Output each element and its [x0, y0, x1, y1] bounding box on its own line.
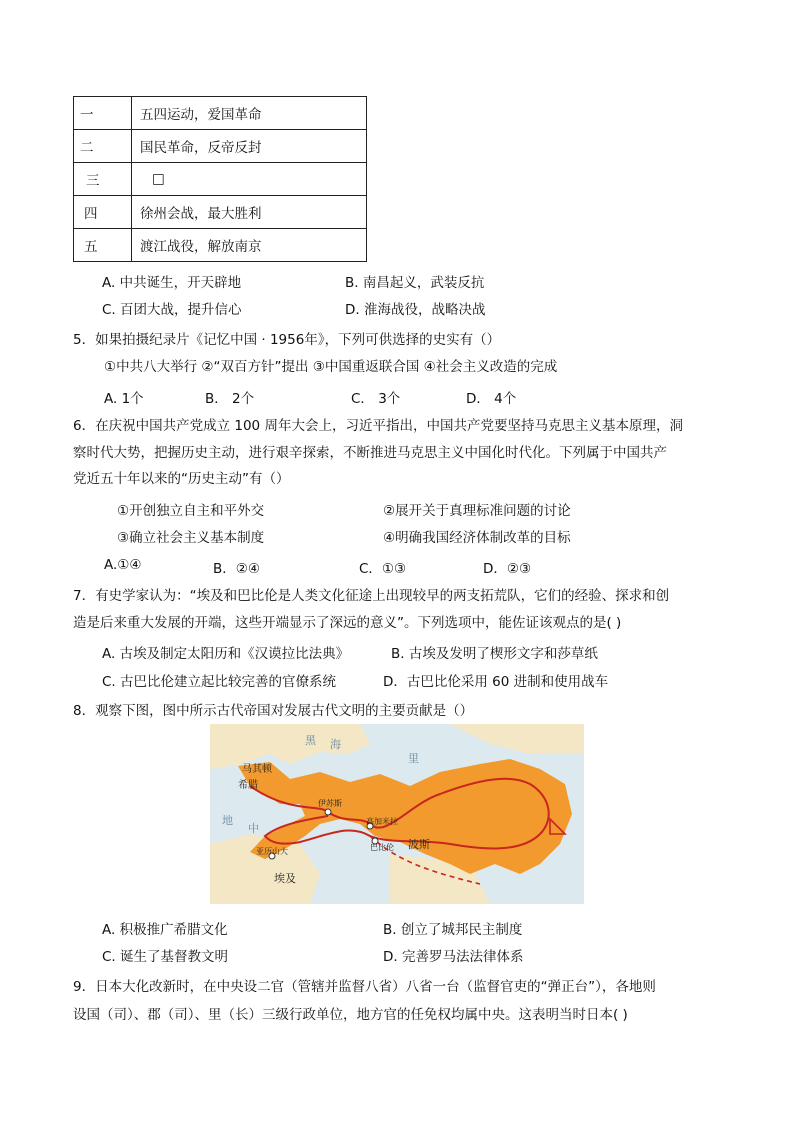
label-black-sea: 黑 — [305, 734, 316, 747]
q7-option-d[interactable]: D．古巴比伦采用 60 进制和使用战车 — [383, 674, 609, 690]
q9-stem-line2: 设国（司）、郡（司）、里（长）三级行政单位，地方官的任免权均属中央。这表明当时日本( ) — [73, 1007, 628, 1023]
q4-option-c[interactable]: C. 百团大战，提升信心 — [102, 302, 242, 318]
q5-items: ①中共八大举行 ②“双百方针”提出 ③中国重返联合国 ④社会主义改造的完成 — [104, 359, 558, 375]
q6-item-2: ②展开关于真理标准问题的讨论 — [383, 503, 571, 519]
q5-option-b[interactable]: B． 2个 — [205, 391, 255, 407]
q5-option-d[interactable]: D． 4个 — [466, 391, 517, 407]
table-row — [74, 196, 367, 229]
table-cell-blank: □ — [132, 163, 367, 196]
table-row — [74, 163, 367, 196]
table-row — [74, 97, 367, 130]
q4-option-a[interactable]: A. 中共诞生，开天辟地 — [102, 275, 242, 291]
q5-option-c[interactable]: C． 3个 — [351, 391, 401, 407]
q7-option-c[interactable]: C. 古巴比伦建立起比较完善的官僚系统 — [102, 674, 337, 690]
q6-option-a[interactable]: A.①④ — [104, 557, 142, 573]
q7-option-a[interactable]: A. 古埃及制定太阳历和《汉谟拉比法典》 — [102, 646, 350, 662]
table-cell-num: 三 — [74, 163, 132, 196]
label-egypt: 埃及 — [274, 872, 296, 885]
q7-option-b[interactable]: B. 古埃及发明了楔形文字和莎草纸 — [391, 646, 598, 662]
q4-option-d[interactable]: D. 淮海战役，战略决战 — [345, 302, 486, 318]
label-caspian: 里 — [408, 752, 419, 765]
q6-item-1: ①开创独立自主和平外交 — [117, 503, 265, 519]
q5-option-a[interactable]: A. 1个 — [104, 391, 144, 407]
label-mediterranean-1: 地 — [222, 814, 233, 827]
issus-marker-icon — [325, 809, 331, 815]
q6-stem-line1: 6．在庆祝中国共产党成立 100 周年大会上，习近平指出，中国共产党要坚持马克思主义基本原理，洞 — [73, 418, 683, 434]
label-babylon: 巴比伦 — [370, 843, 394, 852]
label-persia: 波斯 — [408, 838, 430, 851]
q5-stem: 5．如果拍摄纪录片《记忆中国 · 1956年》，下列可供选择的史实有（） — [73, 332, 501, 348]
table-cell-num: 五 — [74, 229, 132, 262]
q7-stem-line1: 7．有史学家认为：“埃及和巴比伦是人类文化征途上出现较早的两支拓荒队，它们的经验、探求和创 — [73, 588, 670, 604]
q6-stem-line3: 党近五十年以来的“历史主动”有（） — [73, 471, 290, 487]
label-greece: 希腊 — [238, 780, 258, 791]
empire-map — [210, 724, 584, 904]
q8-option-c[interactable]: C. 诞生了基督教文明 — [102, 949, 229, 965]
q8-stem: 8．观察下图，图中所示古代帝国对发展古代文明的主要贡献是（） — [73, 703, 474, 719]
table-cell-num: 四 — [74, 196, 132, 229]
table-cell-num: 二 — [74, 130, 132, 163]
q9-stem-line1: 9．日本大化改新时，在中央设二官（管辖并监督八省）八省一台（监督官吏的“弹正台”），各地则 — [73, 979, 656, 995]
q6-option-d[interactable]: D．②③ — [483, 561, 532, 577]
q4-option-b[interactable]: B. 南昌起义，武装反抗 — [345, 275, 485, 291]
q6-stem-line2: 察时代大势，把握历史主动，进行艰辛探索，不断推进马克思主义中国化时代化。下列属于中国共产 — [73, 445, 667, 461]
q7-stem-line2: 造是后来重大发展的开端，这些开端显示了深远的意义”。下列选项中，能佐证该观点的是( ) — [73, 615, 622, 631]
q8-option-d[interactable]: D. 完善罗马法法律体系 — [383, 949, 524, 965]
label-mediterranean-2: 中 — [248, 822, 259, 835]
table-cell-text: 徐州会战，最大胜利 — [132, 196, 367, 229]
q6-item-4: ④明确我国经济体制改革的目标 — [383, 530, 571, 546]
table-cell-num: 一 — [74, 97, 132, 130]
q6-option-c[interactable]: C．①③ — [359, 561, 407, 577]
history-table — [73, 96, 367, 262]
table-row — [74, 229, 367, 262]
label-issus: 伊苏斯 — [318, 799, 342, 808]
label-alexandria: 亚历山大 — [256, 847, 288, 856]
empire-map-svg — [210, 724, 584, 904]
label-macedonia: 马其顿 — [242, 764, 272, 775]
table-cell-text: 五四运动，爱国革命 — [132, 97, 367, 130]
q8-option-a[interactable]: A. 积极推广希腊文化 — [102, 922, 228, 938]
table-row — [74, 130, 367, 163]
label-black-sea-2: 海 — [330, 738, 341, 751]
label-gaugamela: 高加米拉 — [366, 817, 398, 826]
q8-option-b[interactable]: B. 创立了城邦民主制度 — [383, 922, 523, 938]
q6-item-3: ③确立社会主义基本制度 — [117, 530, 265, 546]
table-cell-text: 渡江战役，解放南京 — [132, 229, 367, 262]
table-cell-text: 国民革命，反帝反封 — [132, 130, 367, 163]
q6-option-b[interactable]: B．②④ — [213, 561, 260, 577]
